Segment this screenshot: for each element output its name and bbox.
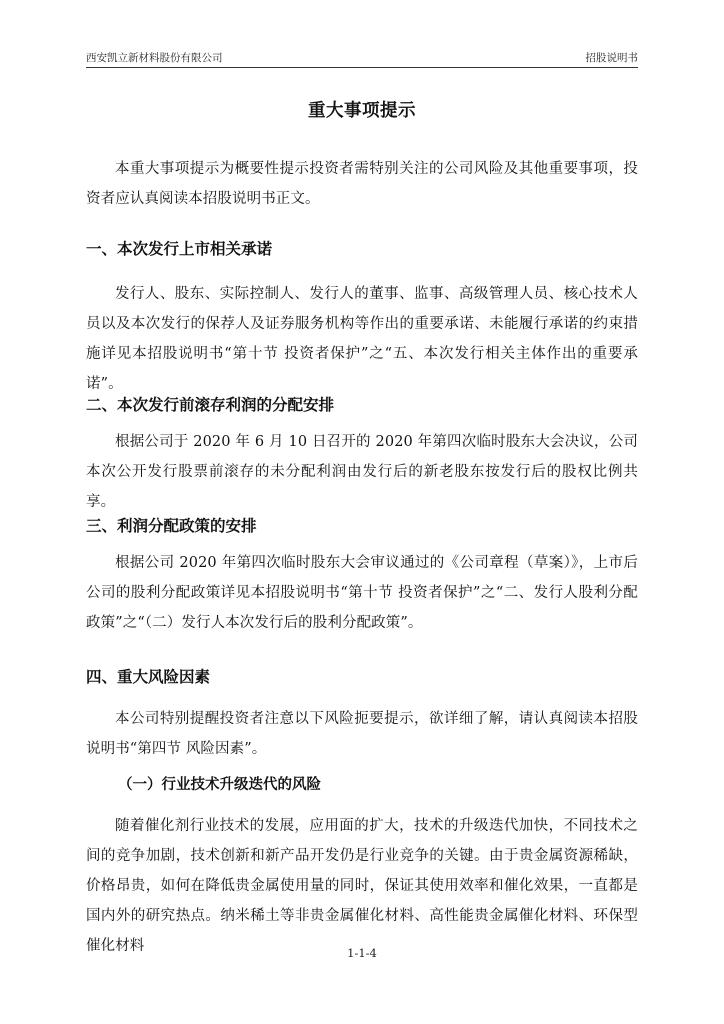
- intro-paragraph: 本重大事项提示为概要性提示投资者需特别关注的公司风险及其他重要事项，投资者应认真阅读本招股说明书正文。: [86, 161, 638, 207]
- subsection-4-1-heading: （一）行业技术升级迭代的风险: [118, 777, 321, 793]
- section-2-body: 根据公司于 2020 年 6 月 10 日召开的 2020 年第四次临时股东大会决议，公司本次公开发行股票前滚存的未分配利润由发行后的新老股东按发行后的股权比例共享。: [86, 434, 638, 510]
- header-rule: [86, 67, 638, 68]
- section-3-body: 根据公司 2020 年第四次临时股东大会审议通过的《公司章程（草案）》，上市后公司的股利分配政策详见本招股说明书“第十节 投资者保护”之“二、发行人股利分配政策”之“（二）发行人本次发行后的股利分配政策”。: [86, 555, 638, 631]
- section-4-heading: 四、重大风险因素: [86, 668, 211, 686]
- header-company-name: 西安凯立新材料股份有限公司: [86, 52, 223, 64]
- page-header: [86, 50, 638, 66]
- section-1-body: 发行人、股东、实际控制人、发行人的董事、监事、高级管理人员、核心技术人员以及本次发行的保荐人及证券服务机构等作出的重要承诺、未能履行承诺的约束措施详见本招股说明书“第十节 投资者保护”之“五、本次发行相关主体作出的重要承诺”。: [86, 286, 638, 392]
- section-4-body: 本公司特别提醒投资者注意以下风险扼要提示，欲详细了解，请认真阅读本招股说明书“第四节 风险因素”。: [86, 711, 638, 757]
- page-number: 1-1-4: [347, 946, 377, 960]
- page-title: 重大事项提示: [308, 101, 416, 121]
- header-document-type: 招股说明书: [585, 52, 638, 64]
- section-3-heading: 三、利润分配政策的安排: [86, 517, 257, 535]
- subsection-4-1-body: 随着催化剂行业技术的发展，应用面的扩大，技术的升级迭代加快，不同技术之间的竞争加剧，技术创新和新产品开发仍是行业竞争的关键。由于贵金属资源稀缺，价格昂贵，如何在降低贵金属使用量的同时，保证其使用效率和催化效果，一直都是国内外的研究热点。纳米稀土等非贵金属催化材料、高性能贵金属催化材料、环保型催化材料: [86, 818, 638, 954]
- section-1-heading: 一、本次发行上市相关承诺: [86, 240, 273, 258]
- section-2-heading: 二、本次发行前滚存利润的分配安排: [86, 396, 335, 414]
